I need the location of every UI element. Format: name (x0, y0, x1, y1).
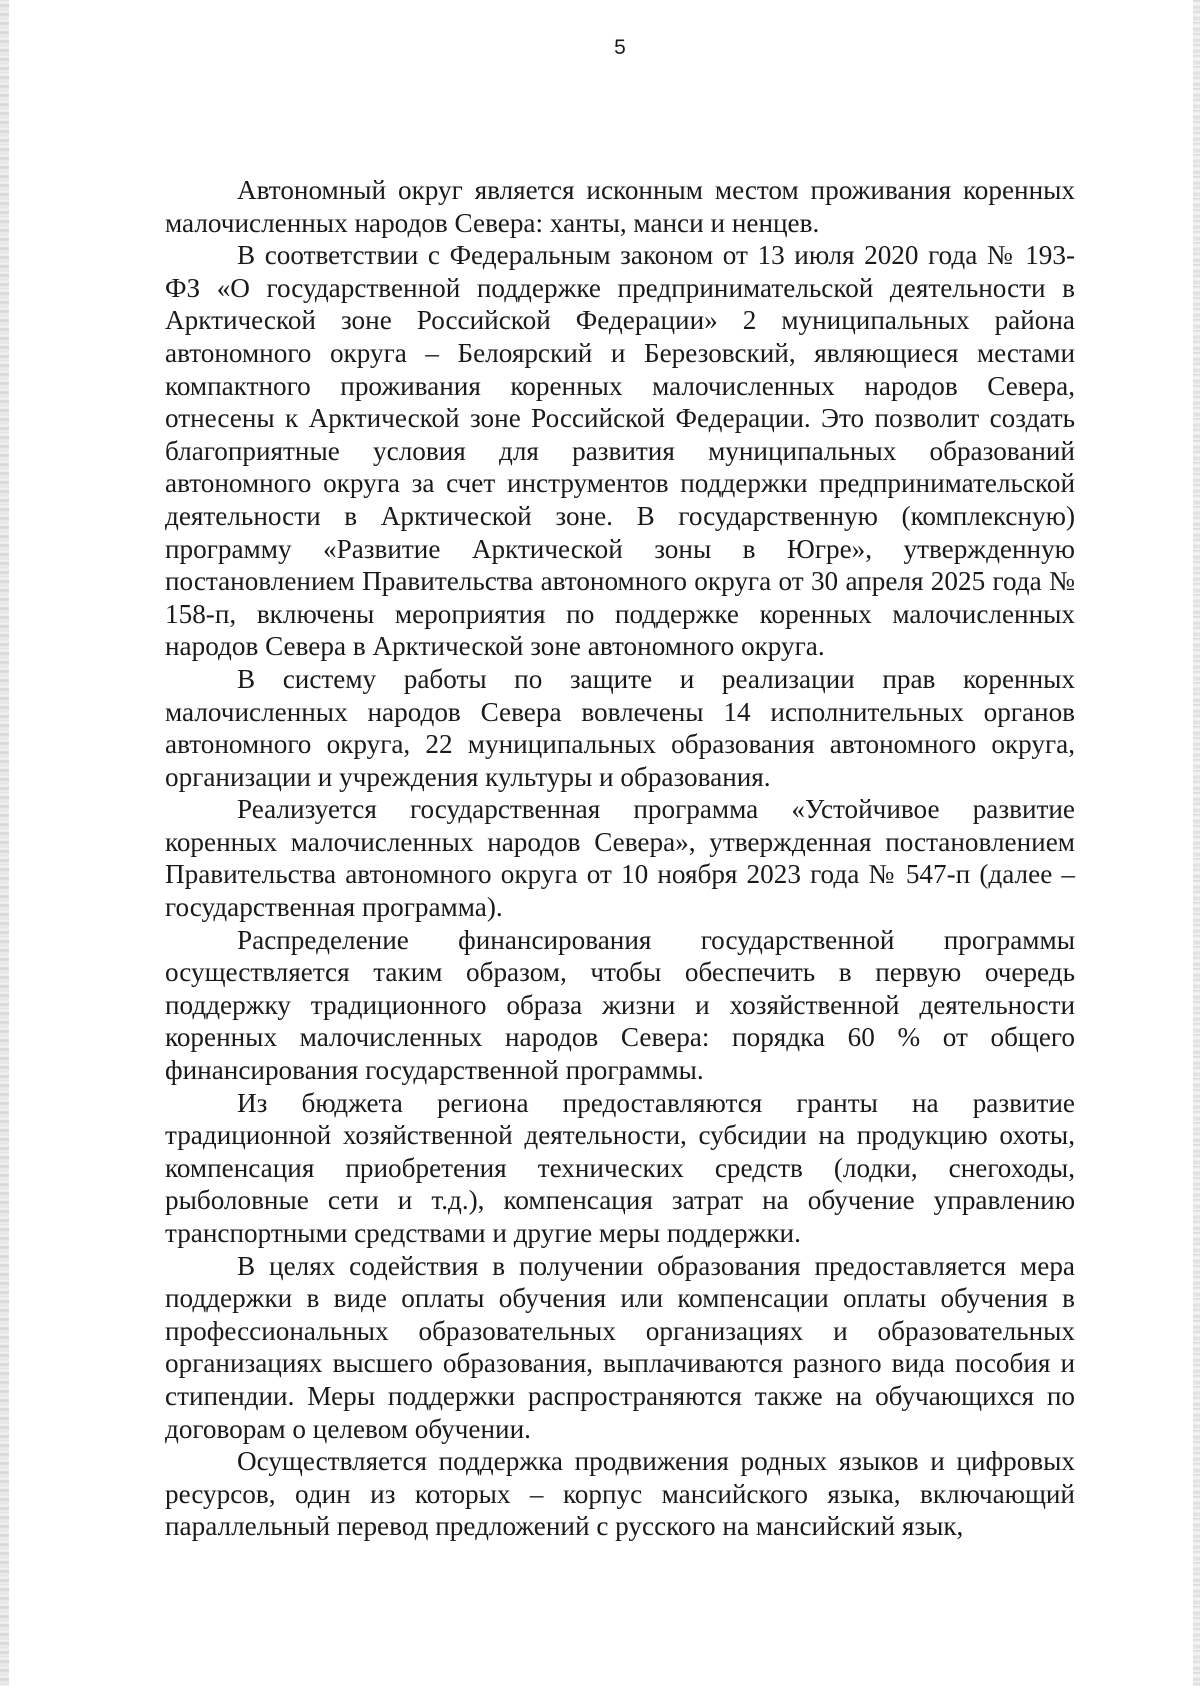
paragraph-regional-grants: Из бюджета региона предоставляются гранты на развитие традиционной хозяйственной деятельности, субсидии на продукцию охоты, компенсация приобретения технических средств (лодки, снегоходы, рыболовные сети и т.д.), компенсация затрат на обучение управлению транспортными средствами и другие меры поддержки. (165, 1087, 1075, 1248)
paragraph-native-languages: Осуществляется поддержка продвижения родных языков и цифровых ресурсов, один из которых – корпус мансийского языка, включающий параллельный перевод предложений с русского на мансийский язык, (165, 1446, 1075, 1542)
paragraph-indigenous-territory: Автономный округ является исконным местом проживания коренных малочисленных народов Севера: ханты, манси и ненцев. (165, 175, 1075, 238)
scan-edge-left (0, 0, 9, 1686)
document-body (165, 174, 1075, 1543)
paragraph-rights-protection-system: В систему работы по защите и реализации прав коренных малочисленных народов Севера вовлечены 14 исполнительных органов автономного округа, 22 муниципальных образования автономного округа, организации и учреждения культуры и образования. (165, 663, 1075, 792)
paragraph-arctic-zone-law: В соответствии с Федеральным законом от 13 июля 2020 года № 193-ФЗ «О государственной поддержке предпринимательской деятельности в Арктической зоне Российской Федерации» 2 муниципальных района автономного округа – Белоярский и Березовский, являющиеся местами компактного проживания коренных малочисленных народов Севера, отнесены к Арктической зоне Российской Федерации. Это позволит создать благоприятные условия для развития муниципальных образований автономного округа за счет инструментов поддержки предпринимательской деятельности в Арктической зоне. В государственную (комплексную) программу «Развитие Арктической зоны в Югре», утвержденную постановлением Правительства автономного округа от 30 апреля 2025 года № 158-п, включены мероприятия по поддержке коренных малочисленных народов Севера в Арктической зоне автономного округа. (165, 240, 1075, 662)
paragraph-education-support: В целях содействия в получении образования предоставляется мера поддержки в виде оплаты обучения или компенсации оплаты обучения в профессиональных образовательных организациях и образовательных организациях высшего образования, выплачиваются разного вида пособия и стипендии. Меры поддержки распространяются также на обучающихся по договорам о целевом обучении. (165, 1250, 1075, 1444)
page-number: 5 (614, 36, 626, 59)
paragraph-state-program: Реализуется государственная программа «Устойчивое развитие коренных малочисленных народов Севера», утвержденная постановлением Правительства автономного округа от 10 ноября 2023 года № 547-п (далее – государственная программа). (165, 794, 1075, 923)
scan-edge-right (1193, 0, 1200, 1686)
paragraph-funding-distribution: Распределение финансирования государственной программы осуществляется таким образом, чтобы обеспечить в первую очередь поддержку традиционного образа жизни и хозяйственной деятельности коренных малочисленных народов Севера: порядка 60 % от общего финансирования государственной программы. (165, 924, 1075, 1086)
